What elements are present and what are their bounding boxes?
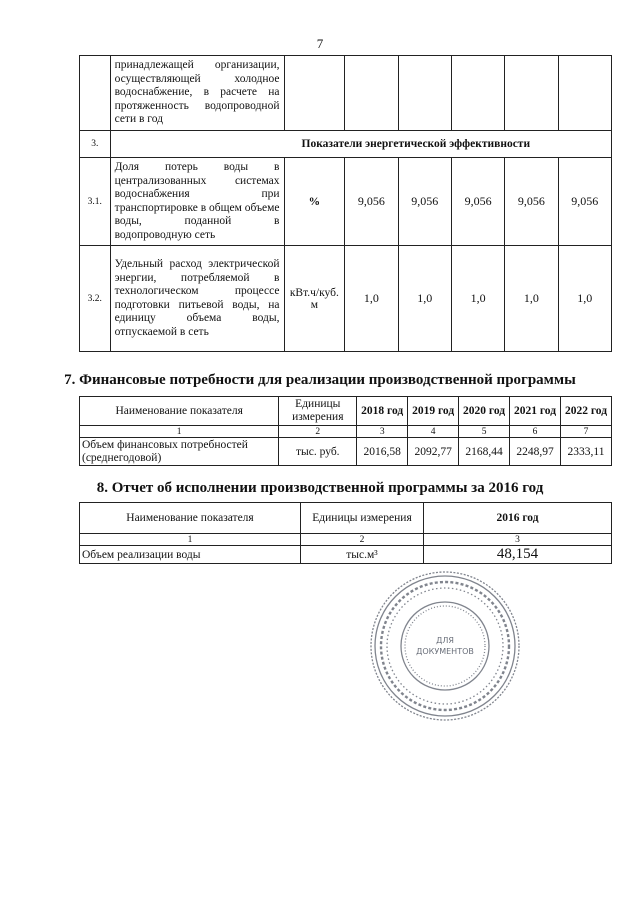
- index-cell: 2: [301, 534, 424, 546]
- indicator-name: Объем реализации воды: [80, 546, 301, 564]
- header-year: 2016 год: [424, 503, 612, 534]
- page-number: 7: [316, 36, 324, 51]
- section-title-text: Показатели энергетической эффективности: [301, 138, 531, 150]
- table-row: [80, 546, 612, 564]
- indicator-name: Доля потерь воды в централизованных системах водоснабжения при транспортировке в общем объеме воды, поданной в водопроводную сеть: [110, 158, 284, 246]
- value-cell: [558, 56, 611, 131]
- index-row: [80, 426, 612, 438]
- header-unit: Единицы измерения: [279, 397, 357, 426]
- value-cell: 9,056: [505, 158, 558, 246]
- section-8-heading: 8. Отчет об исполнении производственной программы за 2016 год: [96, 480, 544, 496]
- index-cell: 4: [408, 426, 459, 438]
- value-cell: 1,0: [398, 246, 451, 352]
- indicators-table: [79, 55, 612, 352]
- value-cell: 2016,58: [357, 438, 408, 466]
- section-row: [80, 131, 612, 158]
- index-cell: 1: [80, 534, 301, 546]
- value-cell: 2333,11: [560, 438, 611, 466]
- value-cell: 48,154: [424, 546, 612, 564]
- value-cell: 1,0: [345, 246, 398, 352]
- value-cell: 9,056: [398, 158, 451, 246]
- header-name: Наименование показателя: [80, 397, 279, 426]
- stamp-seal-icon: [366, 567, 524, 725]
- header-unit: Единицы измерения: [301, 503, 424, 534]
- value-cell: 9,056: [558, 158, 611, 246]
- indicator-name: Удельный расход электрической энергии, потребляемой в технологическом процессе подготовки питьевой воды, на единицу объема воды, отпускаемой в сеть: [110, 246, 284, 352]
- index-row: [80, 534, 612, 546]
- financial-needs-table: [79, 396, 612, 466]
- unit-cell: тыс. руб.: [279, 438, 357, 466]
- value-cell: [345, 56, 398, 131]
- section-title: [110, 131, 611, 158]
- header-name: Наименование показателя: [80, 503, 301, 534]
- value-cell: [451, 56, 504, 131]
- index-cell: 1: [80, 426, 279, 438]
- value-cell: 1,0: [505, 246, 558, 352]
- value-cell: 1,0: [451, 246, 504, 352]
- value-cell: 2092,77: [408, 438, 459, 466]
- header-year: 2020 год: [459, 397, 510, 426]
- indicator-name: Объем финансовых потребностей (среднегодовой): [80, 438, 279, 466]
- unit-cell: [284, 56, 345, 131]
- unit-cell: тыс.м³: [301, 546, 424, 564]
- index-cell: 7: [560, 426, 611, 438]
- value-cell: [505, 56, 558, 131]
- value-cell: 1,0: [558, 246, 611, 352]
- indicator-name: принадлежащей организации, осуществляющей холодное водоснабжение, в расчете на протяженность водопроводной сети в год: [110, 56, 284, 131]
- table-row: [80, 438, 612, 466]
- stamp-text-line-1: ДЛЯ: [436, 636, 454, 645]
- unit-cell: %: [284, 158, 345, 246]
- value-cell: [398, 56, 451, 131]
- section-7-heading: 7. Финансовые потребности для реализации производственной программы: [64, 372, 576, 388]
- value-cell: 2168,44: [459, 438, 510, 466]
- report-table: [79, 502, 612, 564]
- table-row: [80, 56, 612, 131]
- row-number: 3.1.: [80, 158, 111, 246]
- unit-cell: кВт.ч/куб. м: [284, 246, 345, 352]
- index-cell: 3: [424, 534, 612, 546]
- row-number: 3.2.: [80, 246, 111, 352]
- header-row: [80, 397, 612, 426]
- index-cell: 3: [357, 426, 408, 438]
- header-year: 2022 год: [560, 397, 611, 426]
- value-cell: 9,056: [451, 158, 504, 246]
- index-cell: 6: [510, 426, 561, 438]
- index-cell: 5: [459, 426, 510, 438]
- stamp-text-line-2: ДОКУМЕНТОВ: [416, 647, 474, 656]
- value-cell: 2248,97: [510, 438, 561, 466]
- table-row: [80, 158, 612, 246]
- index-cell: 2: [279, 426, 357, 438]
- header-year: 2019 год: [408, 397, 459, 426]
- header-year: 2021 год: [510, 397, 561, 426]
- section-number: 3.: [80, 131, 111, 158]
- table-row: [80, 246, 612, 352]
- value-cell: 9,056: [345, 158, 398, 246]
- header-year: 2018 год: [357, 397, 408, 426]
- row-number: [80, 56, 111, 131]
- header-row: [80, 503, 612, 534]
- official-stamp: [366, 567, 524, 725]
